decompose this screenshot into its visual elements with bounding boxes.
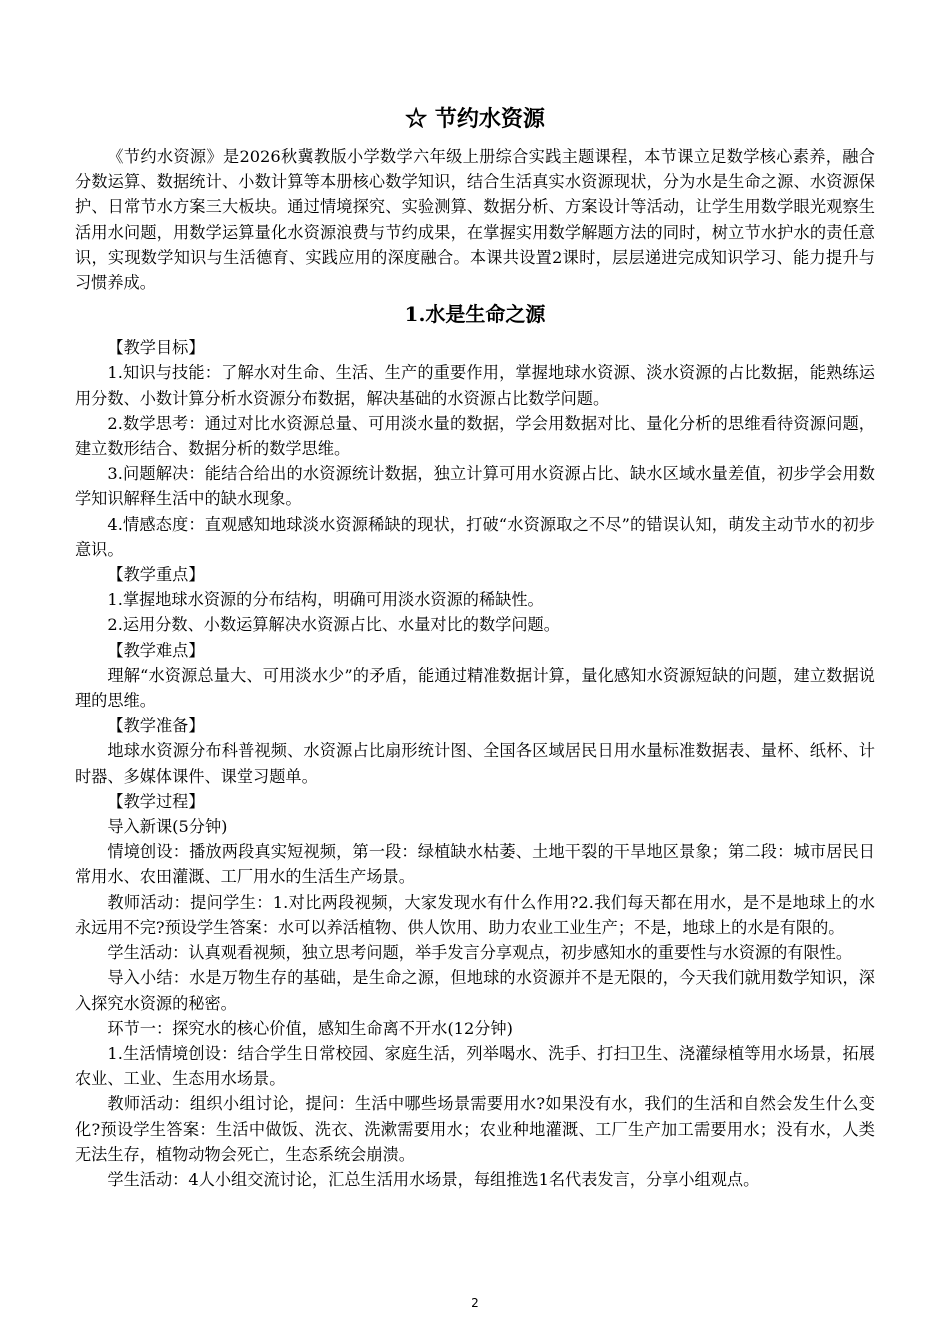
paragraph-key-point-2: 2.运用分数、小数运算解决水资源占比、水量对比的数学问题。 bbox=[107, 615, 560, 635]
heading-preparation: 【教学准备】 bbox=[107, 716, 205, 736]
paragraph-stage-one: 环节一：探究水的核心价值，感知生命离不开水(12分钟) bbox=[107, 1018, 513, 1038]
paragraph-scenario: 情境创设：播放两段真实短视频，第一段：绿植缺水枯萎、土地干裂的干旱地区景象；第二段：城市居民日常用水、农田灌溉、工厂用水的生活生产场景。 bbox=[75, 842, 875, 887]
intro-paragraph: 《节约水资源》是2026秋冀教版小学数学六年级上册综合实践主题课程，本节课立足数学核心素养，融合分数运算、数据统计、小数计算等本册核心数学知识，结合生活真实水资源现状，分为水是生命之源、水资源保护、日常节水方案三大板块。通过情境探究、实验测算、数据分析、方案设计等活动，让学生用数学眼光观察生活用水问题，用数学运算量化水资源浪费与节约成果，在掌握实用数学解题方法的同时，树立节水护水的责任意识，实现数学知识与生活德育、实践应用的深度融合。本课共设置2课时，层层递进完成知识学习、能力提升与习惯养成。 bbox=[75, 147, 875, 293]
heading-teaching-goals: 【教学目标】 bbox=[107, 338, 205, 358]
paragraph-key-point-1: 1.掌握地球水资源的分布结构，明确可用淡水资源的稀缺性。 bbox=[107, 590, 544, 610]
page-number: 2 bbox=[471, 1296, 479, 1310]
paragraph-goal-4: 4.情感态度：直观感知地球淡水资源稀缺的现状，打破“水资源取之不尽”的错误认知，萌发主动节水的初步意识。 bbox=[75, 514, 875, 559]
heading-difficulties: 【教学难点】 bbox=[107, 640, 205, 660]
document-body bbox=[75, 102, 875, 1192]
paragraph-intro-lesson: 导入新课(5分钟) bbox=[107, 817, 228, 837]
paragraph-goal-3: 3.问题解决：能结合给出的水资源统计数据，独立计算可用水资源占比、缺水区域水量差值，初步学会用数学知识解释生活中的缺水现象。 bbox=[75, 464, 875, 509]
paragraph-life-scenario: 1.生活情境创设：结合学生日常校园、家庭生活，列举喝水、洗手、打扫卫生、浇灌绿植等用水场景，拓展农业、工业、生态用水场景。 bbox=[75, 1043, 875, 1089]
paragraph-teacher-activity-1: 教师活动：提问学生：1.对比两段视频，大家发现水有什么作用?2.我们每天都在用水，是不是地球上的水永远用不完?预设学生答案：水可以养活植物、供人饮用、助力农业工业生产；不是，地球上的水是有限的。 bbox=[75, 892, 875, 937]
paragraph-student-activity-2: 学生活动：4人小组交流讨论，汇总生活用水场景，每组推选1名代表发言，分享小组观点。 bbox=[107, 1169, 760, 1189]
heading-key-points: 【教学重点】 bbox=[107, 565, 205, 585]
paragraph-teacher-activity-2: 教师活动：组织小组讨论，提问：生活中哪些场景需要用水?如果没有水，我们的生活和自然会发生什么变化?预设学生答案：生活中做饭、洗衣、洗漱需要用水；农业种地灌溉、工厂生产加工需要用水；没有水，人类无法生存，植物动物会死亡，生态系统会崩溃。 bbox=[75, 1094, 875, 1164]
paragraph-intro-summary: 导入小结：水是万物生存的基础，是生命之源，但地球的水资源并不是无限的，今天我们就用数学知识，深入探究水资源的秘密。 bbox=[75, 968, 875, 1013]
paragraph-goal-1: 1.知识与技能：了解水对生命、生活、生产的重要作用，掌握地球水资源、淡水资源的占比数据，能熟练运用分数、小数计算分析水资源分布数据，解决基础的水资源占比数学问题。 bbox=[75, 363, 875, 408]
document-title: ☆ 节约水资源 bbox=[405, 106, 545, 132]
paragraph-goal-2: 2.数学思考：通过对比水资源总量、可用淡水量的数据，学会用数据对比、量化分析的思维看待资源问题，建立数形结合、数据分析的数学思维。 bbox=[75, 413, 875, 459]
paragraph-preparation: 地球水资源分布科普视频、水资源占比扇形统计图、全国各区域居民日用水量标准数据表、量杯、纸杯、计时器、多媒体课件、课堂习题单。 bbox=[75, 741, 875, 786]
paragraph-difficulty: 理解“水资源总量大、可用淡水少”的矛盾，能通过精准数据计算，量化感知水资源短缺的问题，建立数据说理的思维。 bbox=[75, 665, 875, 711]
heading-process: 【教学过程】 bbox=[107, 791, 205, 811]
section-heading: 1.水是生命之源 bbox=[404, 302, 546, 327]
paragraph-student-activity-1: 学生活动：认真观看视频，独立思考问题，举手发言分享观点，初步感知水的重要性与水资源的有限性。 bbox=[107, 943, 853, 963]
